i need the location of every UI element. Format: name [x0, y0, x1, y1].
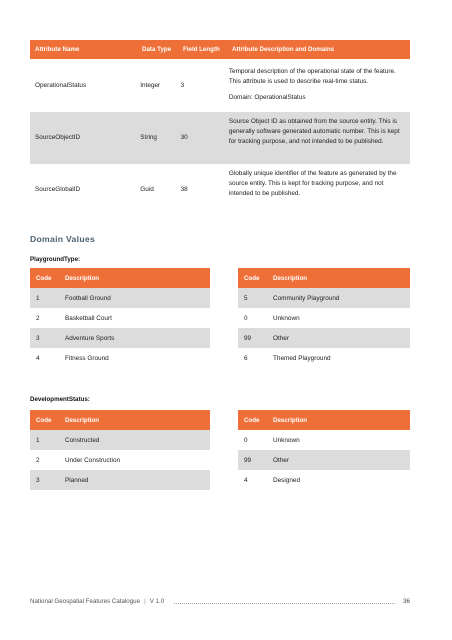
table-row [238, 348, 410, 368]
footer-version: V 1.0 [149, 598, 165, 605]
attribute-name: OperationalStatus [35, 81, 87, 89]
attribute-type: Integer [140, 81, 161, 89]
header-description: Description [273, 416, 308, 424]
table-row [238, 288, 410, 308]
attribute-row [30, 164, 410, 216]
code-value: 4 [244, 476, 248, 484]
attribute-length: 3 [180, 81, 185, 89]
table-row [30, 430, 210, 450]
development-status-table-left [30, 410, 210, 490]
domain-label-development-status: DevelopmentStatus: [30, 396, 90, 403]
table-row [238, 450, 410, 470]
attribute-length: 30 [180, 134, 188, 141]
header-code: Code [36, 274, 52, 282]
attribute-table-header [30, 40, 410, 59]
table-row [238, 430, 410, 450]
attribute-description-cell [229, 112, 410, 164]
domain-label-playground-type: PlaygroundType: [30, 256, 81, 263]
table-row [30, 308, 210, 328]
code-value: 6 [244, 354, 248, 362]
code-table-header [238, 268, 410, 288]
code-table-header [30, 410, 210, 430]
footer-separator: | [144, 598, 146, 605]
header-code: Code [244, 416, 260, 424]
code-value: 99 [244, 334, 252, 342]
header-description: Attribute Description and Domains [232, 46, 335, 53]
attribute-description-cell [229, 164, 410, 216]
page-footer [30, 598, 410, 605]
header-data-type: Data Type [142, 46, 172, 53]
table-row [238, 328, 410, 348]
code-description: Constructed [65, 436, 100, 444]
code-value: 3 [36, 476, 40, 484]
code-description: Fitness Ground [65, 354, 109, 362]
attribute-row [30, 112, 410, 164]
playground-type-table-right [238, 268, 410, 368]
playground-type-table-left [30, 268, 210, 368]
code-description: Designed [273, 476, 301, 484]
code-description: Other [273, 456, 289, 464]
code-value: 2 [36, 456, 40, 464]
code-description: Planned [65, 476, 89, 484]
attribute-table [30, 40, 410, 216]
code-value: 99 [244, 456, 252, 464]
header-code: Code [244, 274, 260, 282]
attribute-row [30, 59, 410, 112]
attribute-description-cell [229, 59, 410, 112]
header-attribute-name: Attribute Name [35, 46, 80, 53]
code-value: 2 [36, 314, 40, 322]
development-status-table-right [238, 410, 410, 490]
code-description: Adventure Sports [65, 334, 115, 342]
code-value: 1 [36, 436, 40, 444]
header-description: Description [65, 274, 100, 282]
attribute-name: SourceGlobalID [35, 186, 81, 193]
code-description: Other [273, 334, 289, 342]
header-description: Description [273, 274, 308, 282]
page-number: 36 [403, 598, 410, 605]
code-value: 0 [244, 314, 248, 322]
header-field-length: Field Length [183, 46, 220, 53]
attribute-description: Globally unique identifier of the feature as generated by the source entity. This is kept for tracking purpose, and not intended to be published. [228, 170, 397, 197]
attribute-type: String [140, 134, 157, 141]
table-row [30, 348, 210, 368]
footer-title: National Geospatial Features Catalogue [30, 598, 141, 605]
attribute-name: SourceObjectID [35, 134, 81, 141]
attribute-description: Source Object ID as obtained from the source entity. This is generally software generated automatic number. This is kept for tracking purpose, and not intended to be published. [228, 118, 400, 145]
table-row [238, 470, 410, 490]
code-description: Football Ground [65, 294, 111, 302]
code-value: 0 [244, 436, 248, 444]
header-code: Code [36, 416, 52, 424]
code-description: Themed Playground [273, 354, 331, 362]
table-row [30, 328, 210, 348]
code-table-header [30, 268, 210, 288]
code-description: Under Construction [65, 456, 121, 464]
code-value: 1 [36, 294, 40, 302]
header-description: Description [65, 416, 100, 424]
code-value: 5 [244, 294, 248, 302]
code-table-header [238, 410, 410, 430]
table-row [30, 288, 210, 308]
table-row [238, 308, 410, 328]
attribute-length: 38 [180, 186, 188, 193]
code-value: 3 [36, 334, 40, 342]
code-value: 4 [36, 354, 40, 362]
section-title-domain-values: Domain Values [30, 234, 96, 244]
code-description: Unknown [273, 314, 300, 322]
code-description: Community Playground [273, 294, 340, 302]
table-row [30, 450, 210, 470]
attribute-description: Temporal description of the operational state of the feature. This attribute is used to describe real-time status. [228, 68, 396, 85]
attribute-type: Guid [140, 186, 154, 193]
attribute-domain: Domain: OperationalStatus [228, 94, 306, 101]
code-description: Basketball Court [65, 314, 112, 322]
footer-dotted-leader [174, 599, 395, 604]
code-description: Unknown [273, 436, 300, 444]
table-row [30, 470, 210, 490]
